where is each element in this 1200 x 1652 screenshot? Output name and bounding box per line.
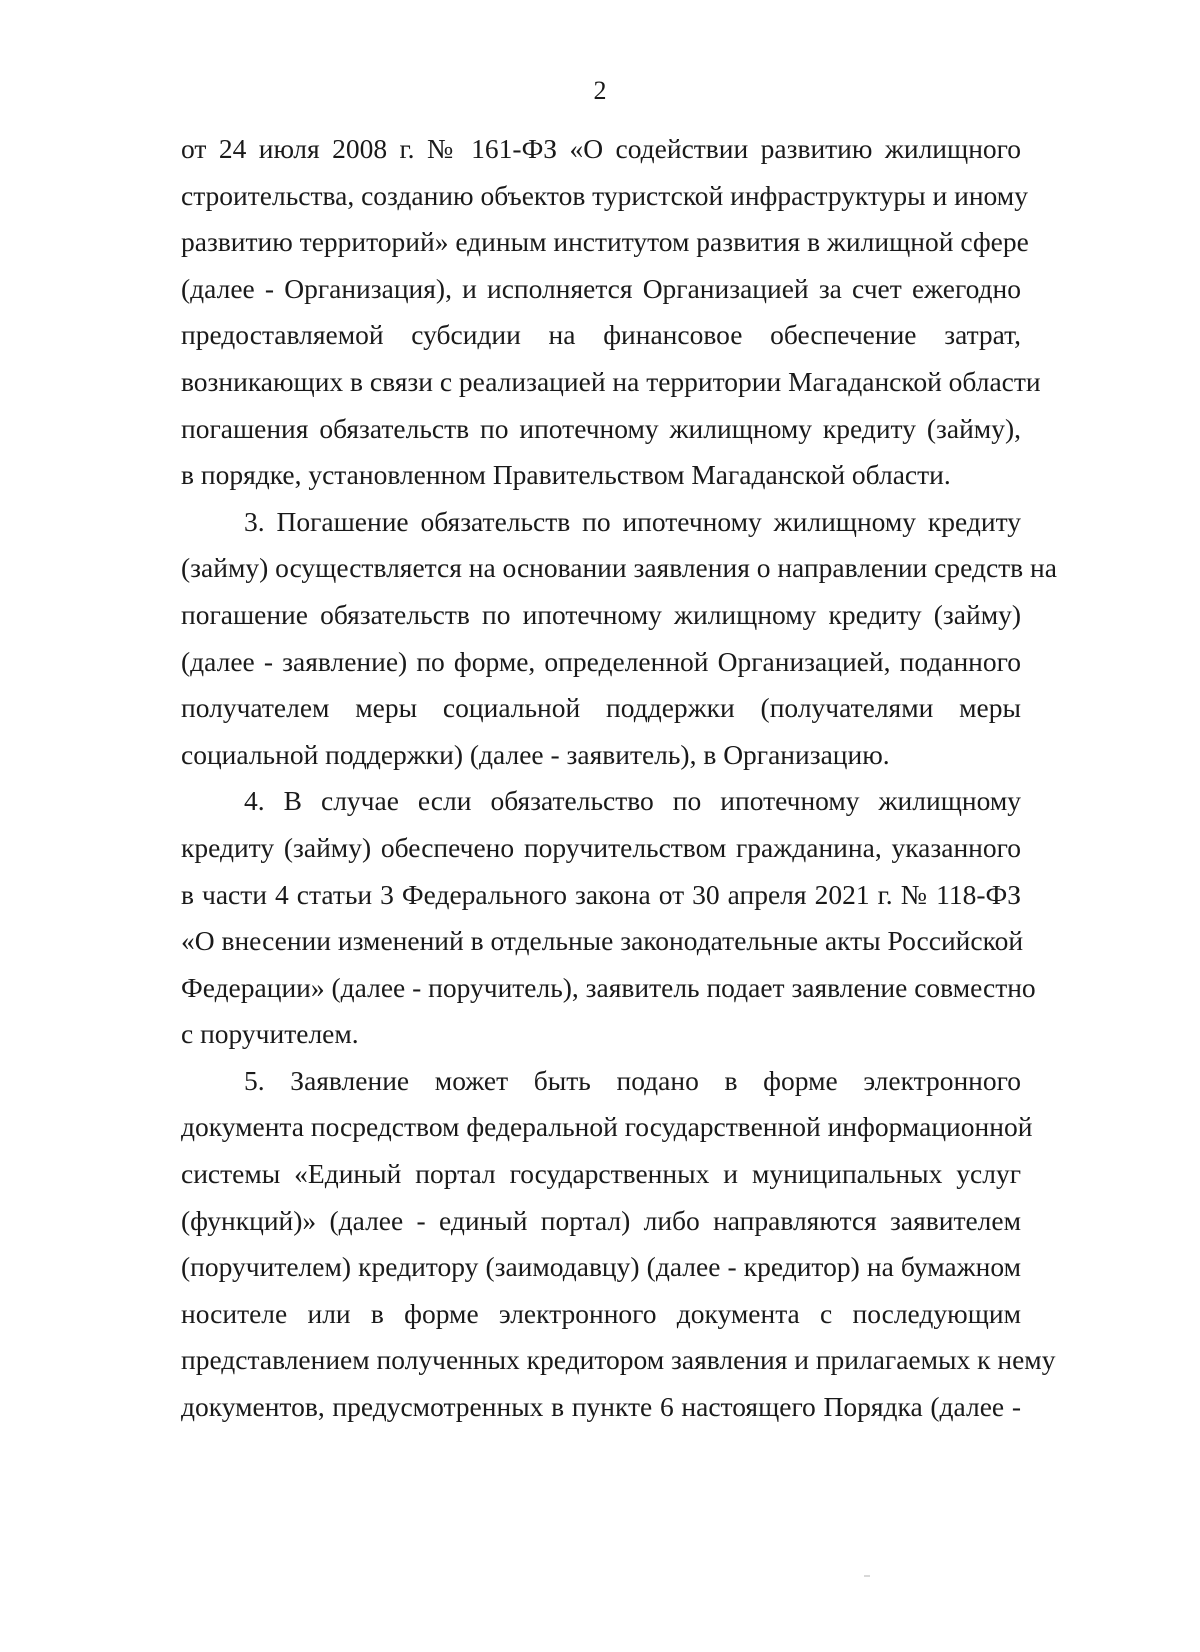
document-body — [181, 126, 1057, 1431]
text-line: Федерации» (далее - поручитель), заявитель подает заявление совместно — [181, 971, 1036, 1003]
paragraph-3-start: 3. Погашение обязательств по ипотечному жилищному кредиту — [244, 505, 1021, 537]
text-line: (функций)» (далее - единый портал) либо направляются заявителем — [181, 1204, 1021, 1236]
text-line: в части 4 статьи 3 Федерального закона от 30 апреля 2021 г. № 118-ФЗ — [181, 878, 1021, 910]
text-line: с поручителем. — [181, 1018, 359, 1050]
text-line: социальной поддержки) (далее - заявитель), в Организацию. — [181, 738, 890, 770]
text-line: (займу) осуществляется на основании заявления о направлении средств на — [181, 552, 1057, 584]
text-line: (далее - заявление) по форме, определенной Организацией, поданного — [181, 645, 1021, 677]
text-line: получателем меры социальной поддержки (получателями меры — [181, 692, 1021, 724]
text-line: (далее - Организация), и исполняется Организацией за счет ежегодно — [181, 272, 1021, 304]
text-line: погашение обязательств по ипотечному жилищному кредиту (займу) — [181, 598, 1021, 630]
text-line: носителе или в форме электронного документа с последующим — [181, 1297, 1021, 1329]
page-number: 2 — [593, 76, 607, 105]
text-line: системы «Единый портал государственных и муниципальных услуг — [181, 1158, 1021, 1190]
paragraph-4-start: 4. В случае если обязательство по ипотечному жилищному — [244, 785, 1021, 817]
text-line: от 24 июля 2008 г. № 161-ФЗ «О содействии развитию жилищного — [181, 133, 1021, 164]
text-line: (поручителем) кредитору (заимодавцу) (далее - кредитор) на бумажном — [181, 1251, 1021, 1283]
text-line: развитию территорий» единым институтом развития в жилищной сфере — [181, 226, 1029, 258]
text-line: документа посредством федеральной государственной информационной — [181, 1111, 1033, 1143]
text-line: возникающих в связи с реализацией на территории Магаданской области — [181, 365, 1041, 397]
text-line: в порядке, установленном Правительством Магаданской области. — [181, 459, 951, 491]
scan-speck — [864, 1575, 870, 1577]
text-line: строительства, созданию объектов туристской инфраструктуры и иному — [181, 179, 1028, 211]
text-line: кредиту (займу) обеспечено поручительством гражданина, указанного — [181, 831, 1021, 863]
paragraph-5-start: 5. Заявление может быть подано в форме электронного — [244, 1064, 1021, 1096]
text-line: представлением полученных кредитором заявления и прилагаемых к нему — [181, 1344, 1056, 1376]
text-line: документов, предусмотренных в пункте 6 настоящего Порядка (далее - — [181, 1391, 1021, 1423]
text-line: «О внесении изменений в отдельные законодательные акты Российской — [181, 925, 1024, 957]
text-line: предоставляемой субсидии на финансовое обеспечение затрат, — [181, 319, 1021, 351]
text-line: погашения обязательств по ипотечному жилищному кредиту (займу), — [181, 412, 1021, 444]
